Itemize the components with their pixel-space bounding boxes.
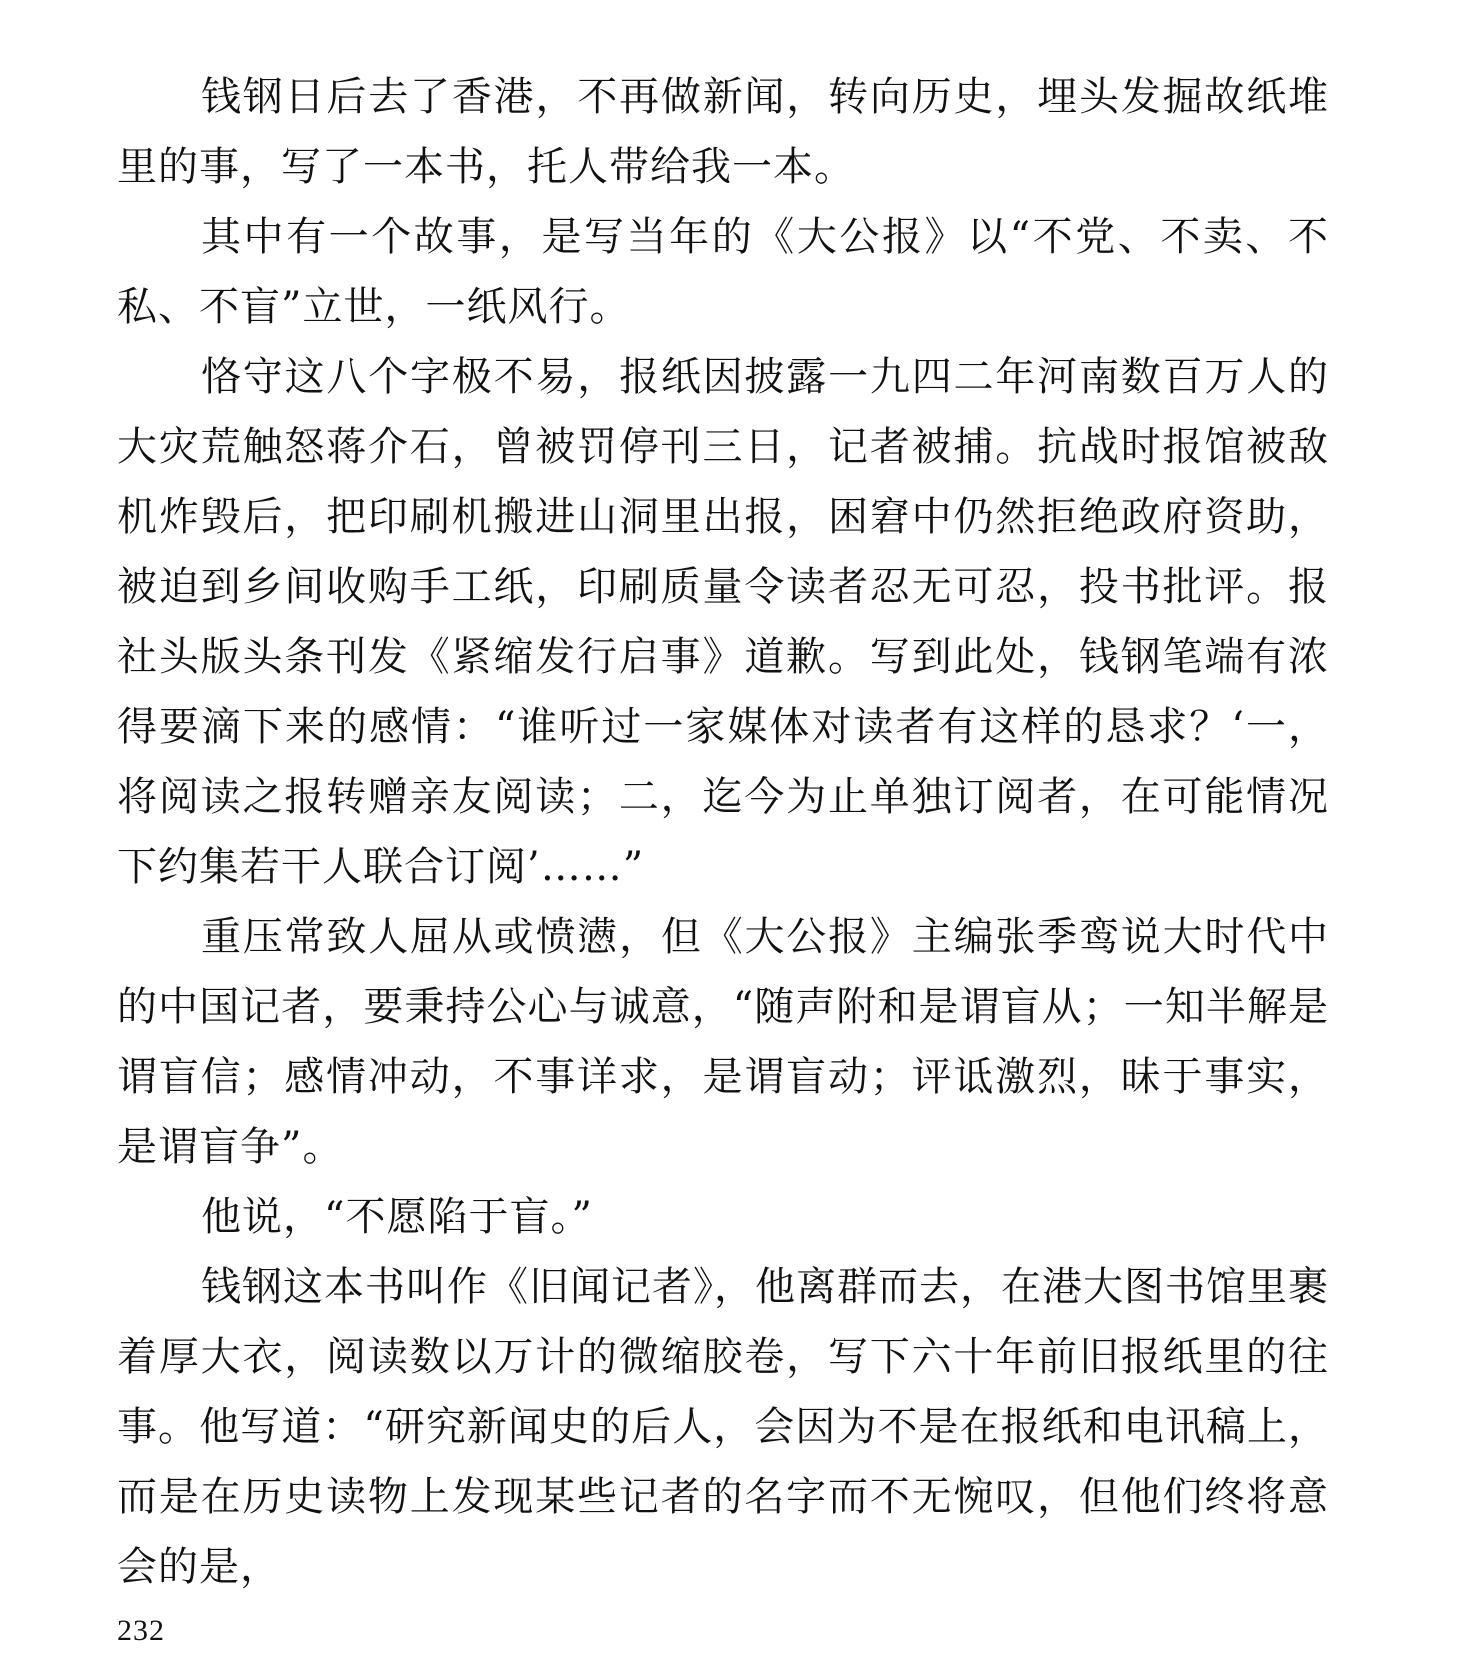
paragraph-1: 钱钢日后去了香港，不再做新闻，转向历史，埋头发掘故纸堆里的事，写了一本书，托人带给我一本。 bbox=[117, 74, 1329, 190]
paragraph-4: 重压常致人屈从或愤懑，但《大公报》主编张季鸾说大时代中的中国记者，要秉持公心与诚意，“随声附和是谓盲从；一知半解是谓盲信；感情冲动，不事详求，是谓盲动；评诋激烈，昧于事实，是谓盲争”。 bbox=[117, 914, 1329, 1170]
paragraph-2: 其中有一个故事，是写当年的《大公报》以“不党、不卖、不私、不盲”立世，一纸风行。 bbox=[117, 214, 1329, 330]
paragraph-5: 他说，“不愿陷于盲。” bbox=[201, 1194, 593, 1240]
paragraph-3: 恪守这八个字极不易，报纸因披露一九四二年河南数百万人的大灾荒触怒蒋介石，曾被罚停刊三日，记者被捕。抗战时报馆被敌机炸毁后，把印刷机搬进山洞里出报，困窘中仍然拒绝政府资助，被迫到乡间收购手工纸，印刷质量令读者忍无可忍，投书批评。报社头版头条刊发《紧缩发行启事》道歉。写到此处，钱钢笔端有浓得要滴下来的感情：“谁听过一家媒体对读者有这样的恳求？‘一，将阅读之报转赠亲友阅读；二，迄今为止单独订阅者，在可能情况下约集若干人联合订阅’……” bbox=[117, 354, 1329, 890]
paragraph-6: 钱钢这本书叫作《旧闻记者》，他离群而去，在港大图书馆里裹着厚大衣，阅读数以万计的微缩胶卷，写下六十年前旧报纸里的往事。他写道：“研究新闻史的后人，会因为不是在报纸和电讯稿上，而是在历史读物上发现某些记者的名字而不无惋叹，但他们终将意会的是， bbox=[117, 1264, 1329, 1590]
page-number: 232 bbox=[117, 1614, 165, 1647]
page-body bbox=[117, 62, 1329, 1602]
